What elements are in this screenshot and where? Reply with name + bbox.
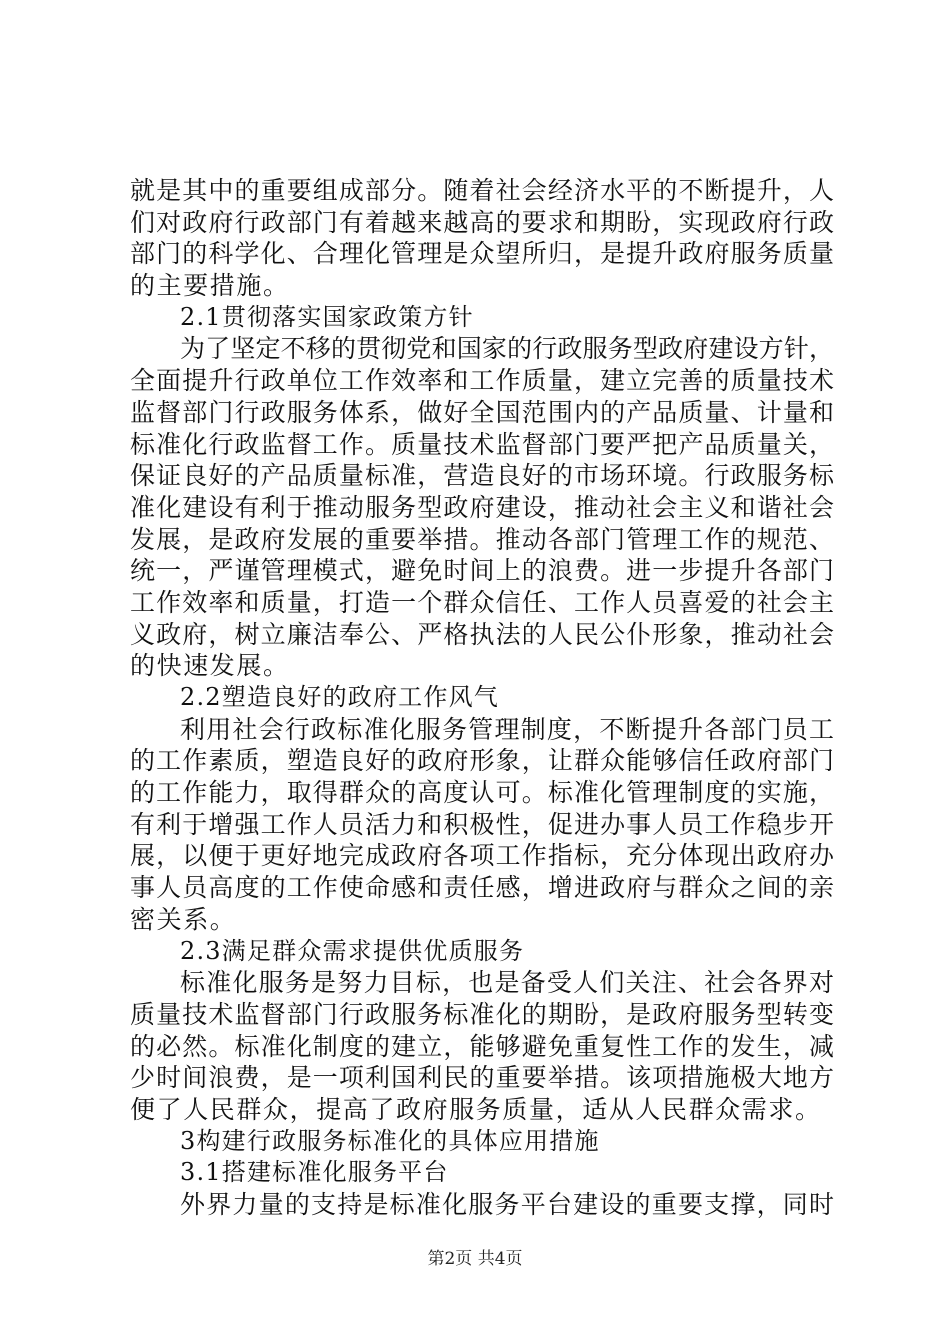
paragraph-line: 为了坚定不移的贯彻党和国家的行政服务型政府建设方针， — [180, 334, 834, 364]
page-number-label: 第2页 共4页 — [427, 1249, 523, 1269]
paragraph-line: 的快速发展。 — [130, 651, 290, 681]
paragraph-line: 事人员高度的工作使命感和责任感，增进政府与群众之间的亲 — [130, 873, 834, 903]
paragraph-line: 的工作素质，塑造良好的政府形象，让群众能够信任政府部门 — [130, 746, 834, 776]
paragraph-line: 发展，是政府发展的重要举措。推动各部门管理工作的规范、 — [130, 524, 834, 554]
paragraph-line: 工作效率和质量，打造一个群众信任、工作人员喜爱的社会主 — [130, 587, 834, 617]
section-heading: 2.3满足群众需求提供优质服务 — [180, 936, 525, 965]
paragraph-line: 密关系。 — [130, 904, 237, 934]
paragraph-line: 便了人民群众，提高了政府服务质量，适从人民群众需求。 — [130, 1094, 822, 1124]
paragraph-line: 全面提升行政单位工作效率和工作质量，建立完善的质量技术 — [130, 366, 834, 396]
paragraph-line: 标准化服务是努力目标，也是备受人们关注、社会各界对 — [180, 968, 834, 998]
paragraph-line: 展，以便于更好地完成政府各项工作指标，充分体现出政府办 — [130, 841, 834, 871]
paragraph-line: 利用社会行政标准化服务管理制度，不断提升各部门员工 — [180, 714, 834, 744]
page-footer — [0, 1244, 950, 1269]
paragraph-line: 部门的科学化、合理化管理是众望所归，是提升政府服务质量 — [130, 239, 834, 269]
paragraph-line: 准化建设有利于推动服务型政府建设，推动社会主义和谐社会 — [130, 492, 834, 522]
section-heading: 2.1贯彻落实国家政策方针 — [180, 302, 474, 331]
paragraph-line: 就是其中的重要组成部分。随着社会经济水平的不断提升，人 — [130, 176, 834, 205]
section-heading: 2.2塑造良好的政府工作风气 — [180, 683, 499, 711]
paragraph-line: 少时间浪费，是一项利国利民的重要举措。该项措施极大地方 — [130, 1063, 834, 1093]
paragraph-line: 的主要措施。 — [130, 271, 290, 301]
section-heading: 3构建行政服务标准化的具体应用措施 — [180, 1126, 600, 1155]
paragraph-line: 们对政府行政部门有着越来越高的要求和期盼，实现政府行政 — [130, 207, 834, 237]
paragraph-line: 监督部门行政服务体系，做好全国范围内的产品质量、计量和 — [130, 397, 834, 427]
paragraph-line: 义政府，树立廉洁奉公、严格执法的人民公仆形象，推动社会 — [130, 619, 834, 649]
paragraph-line: 外界力量的支持是标准化服务平台建设的重要支撑，同时 — [180, 1190, 834, 1219]
paragraph-line: 统一，严谨管理模式，避免时间上的浪费。进一步提升各部门 — [130, 556, 834, 586]
paragraph-line: 保证良好的产品质量标准，营造良好的市场环境。行政服务标 — [130, 461, 834, 491]
paragraph-line: 标准化行政监督工作。质量技术监督部门要严把产品质量关， — [130, 429, 834, 459]
paragraph-line: 的工作能力，取得群众的高度认可。标准化管理制度的实施， — [130, 778, 834, 808]
document-body — [130, 175, 834, 1221]
paragraph-line: 有利于增强工作人员活力和积极性，促进办事人员工作稳步开 — [130, 809, 834, 839]
paragraph-line: 质量技术监督部门行政服务标准化的期盼，是政府服务型转变 — [130, 999, 834, 1029]
section-heading: 3.1搭建标准化服务平台 — [180, 1158, 449, 1187]
paragraph-line: 的必然。标准化制度的建立，能够避免重复性工作的发生，减 — [130, 1031, 834, 1061]
